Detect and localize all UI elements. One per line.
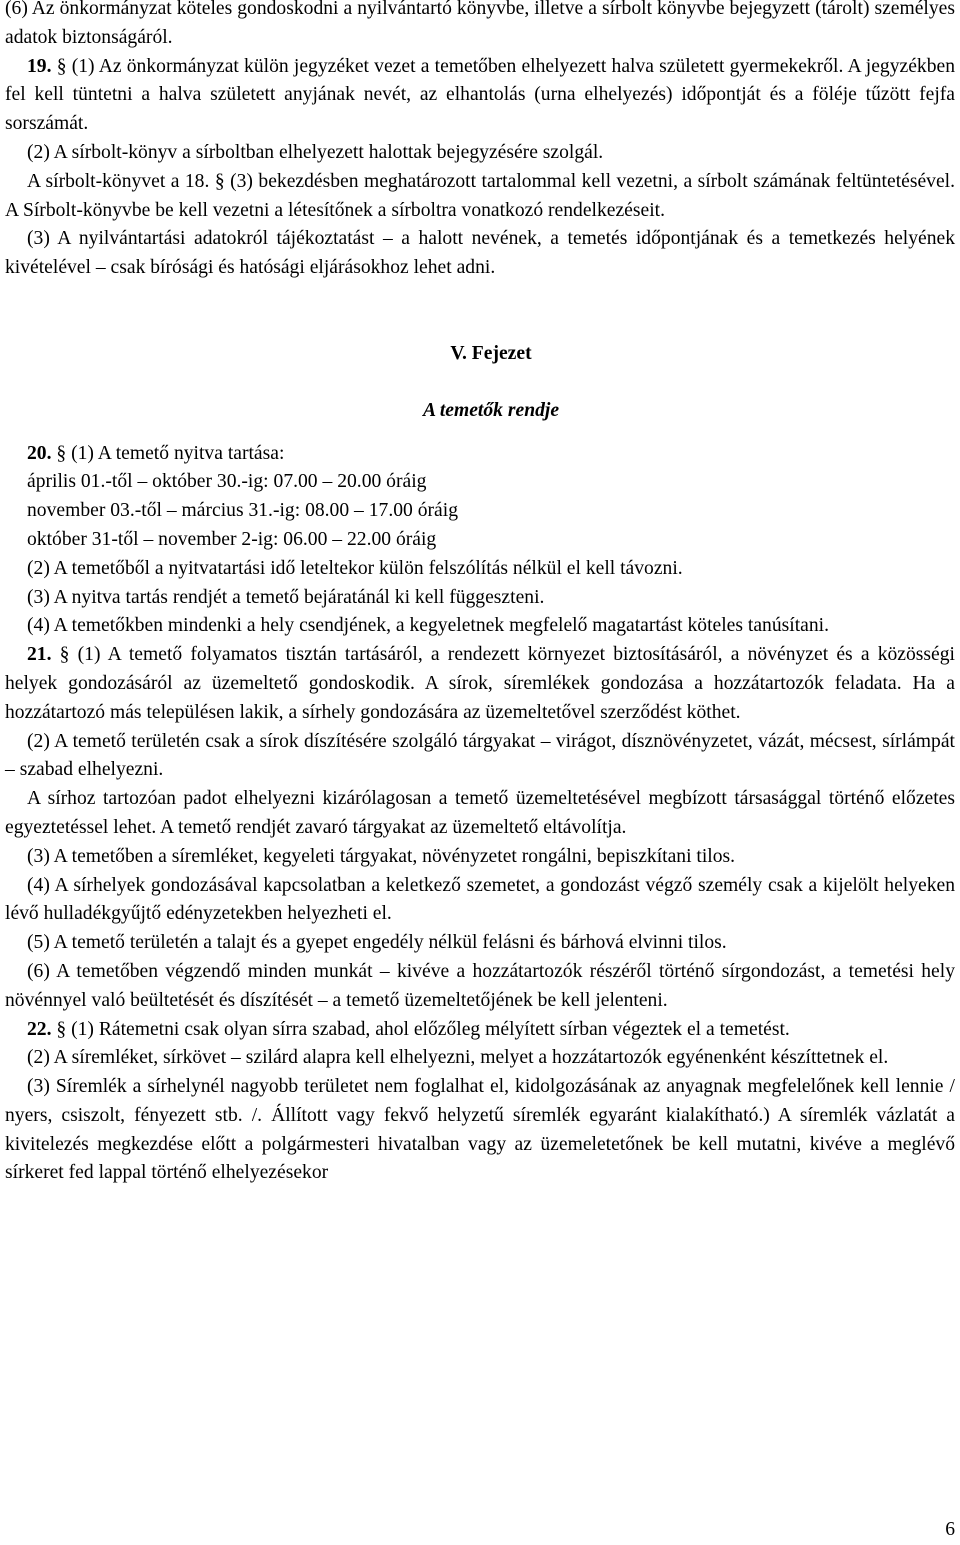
page-number: 6: [945, 1519, 955, 1540]
section-21-paragraph-5: (5) A temető területén a talajt és a gyepet engedély nélkül felásni és bárhová elvinni tilos.: [27, 932, 727, 954]
opening-hours-line: október 31-től – november 2-ig: 06.00 – 22.00 óráig: [27, 528, 437, 550]
section-20-paragraph-4: (4) A temetőkben mindenki a hely csendjének, a kegyeletnek megfelelő magatartást köteles tanúsítani.: [27, 615, 829, 637]
paragraph-6-personal-data: (6) Az önkormányzat köteles gondoskodni a nyilvántartó könyvbe, illetve a sírbolt könyvbe bejegyzett (tárolt) személyes adatok biztonságáról.: [5, 0, 955, 48]
section-text: § (1) Az önkormányzat külön jegyzéket vezet a temetőben elhelyezett halva született gyermekekről. A jegyzékben fel kell tüntetni a halva született anyjának nevét, az elhantolás (urna elhelyezés) időpontját és a föléje tűzött fejfa sorszámát.: [5, 55, 955, 135]
section-22-paragraph-2: (2) A síremléket, sírkövet – szilárd alapra kell elhelyezni, melyet a hozzátartozók egyénenként készíttetnek el.: [27, 1047, 889, 1069]
chapter-number: V. Fejezet: [450, 342, 532, 364]
section-22-paragraph-1: [5, 1016, 955, 1045]
section-21-paragraph-2: (2) A temető területén csak a sírok díszítésére szolgáló tárgyakat – virágot, dísznövényzetet, vázát, mécsest, sírlámpát – szabad elhelyezni.: [5, 730, 955, 781]
section-21-paragraph-2-cont: A sírhoz tartozóan padot elhelyezni kizárólagosan a temető üzemeltetésével megbízott társasággal történő előzetes egyeztetéssel lehet. A temető rendjét zavaró tárgyakat az üzemeltető eltávolítja.: [5, 788, 955, 838]
section-text: § (1) A temető folyamatos tisztán tartásáról, a rendezett környezet biztosításáról, a növényzet és a közösségi helyek gondozásáról az üzemeltető gondoskodik. A sírok, síremlékek gondozása a hozzátartozók feladata. Ha a hozzátartozó más településen lakik, a sírhely gondozására az üzemeltetővel szerződést köthet.: [5, 644, 955, 723]
section-text: § (1) Rátemetni csak olyan sírra szabad, ahol előzőleg mélyített sírban végeztek el a temetést.: [51, 1018, 790, 1040]
section-number: 19.: [27, 55, 52, 77]
section-21-paragraph-6: (6) A temetőben végzendő minden munkát – kivéve a hozzátartozók részéről történő sírgondozást, a temetési hely növénnyel való beültetését és díszítését – a temető üzemeltetőjének be kell jelenteni.: [5, 960, 955, 1011]
section-number: 20.: [27, 442, 52, 464]
section-19-paragraph-1: [5, 53, 955, 139]
opening-hours-line: november 03.-től – március 31.-ig: 08.00 – 17.00 óráig: [27, 500, 458, 522]
section-19-paragraph-3: (3) A nyilvántartási adatokról tájékoztatást – a halott nevének, a temetés időpontjának és a temetkezés helyének kivételével – csak bírósági és hatósági eljárásokhoz lehet adni.: [5, 228, 955, 279]
section-21-paragraph-4: (4) A sírhelyek gondozásával kapcsolatban a keletkező szemetet, a gondozást végző személy csak a kijelölt helyeken lévő hulladékgyűjtő edényzetekben helyezheti el.: [5, 874, 955, 925]
section-21-paragraph-3: (3) A temetőben a síremléket, kegyeleti tárgyakat, növényzetet rongálni, bepiszkítani tilos.: [27, 845, 736, 867]
section-19-paragraph-2-cont: A sírbolt-könyvet a 18. § (3) bekezdésben meghatározott tartalommal kell vezetni, a sírbolt számának feltüntetésével. A Sírbolt-könyvbe be kell vezetni a létesítőnek a sírboltra vonatkozó rendelkezéseit.: [5, 170, 955, 221]
opening-hours-line: április 01.-től – október 30.-ig: 07.00 – 20.00 óráig: [27, 471, 427, 493]
document-page: [5, 0, 955, 1188]
section-19-paragraph-2: (2) A sírbolt-könyv a sírboltban elhelyezett halottak bejegyzésére szolgál.: [27, 141, 604, 163]
section-number: 22.: [27, 1018, 52, 1040]
section-20-paragraph-1: [5, 440, 955, 469]
section-text: § (1) A temető nyitva tartása:: [51, 442, 285, 464]
section-21-paragraph-1: [5, 641, 955, 727]
section-number: 21.: [27, 644, 52, 666]
section-22-paragraph-3: (3) Síremlék a sírhelynél nagyobb területet nem foglalhat el, kidolgozásának az anyagnak megfelelőnek kell lennie / nyers, csiszolt, fényezett stb. /. Állított vagy fekvő helyzetű síremlék egyaránt kialakítható.) A síremlék vázlatát a kivitelezés megkezdése előtt a polgármesteri hivatalban vagy az üzemeletetőnek be kell mutatni, kivéve a meglévő sírkeret fed lappal történő elhelyezésekor: [5, 1076, 955, 1184]
chapter-title: A temetők rendje: [422, 399, 560, 421]
section-20-paragraph-2: (2) A temetőből a nyitvatartási idő leteltekor külön felszólítás nélkül el kell távozni.: [27, 557, 683, 579]
section-20-paragraph-3: (3) A nyitva tartás rendjét a temető bejáratánál ki kell függeszteni.: [27, 586, 545, 608]
